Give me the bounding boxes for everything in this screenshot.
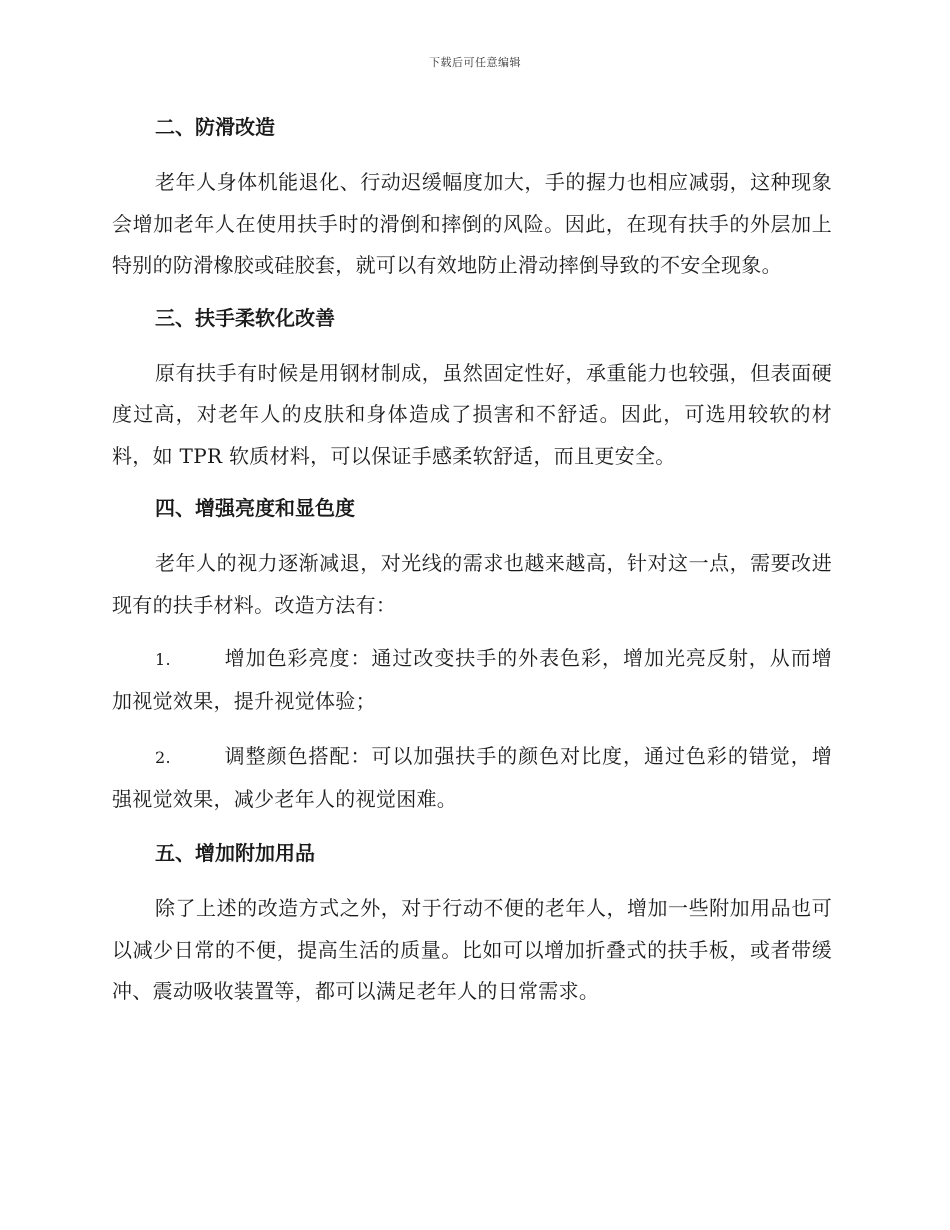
section-paragraph: 老年人身体机能退化、行动迟缓幅度加大，手的握力也相应减弱，这种现象会增加老年人在使用扶手时的滑倒和摔倒的风险。因此，在现有扶手的外层加上特别的防滑橡胶或硅胶套，就可以有效地防止滑动摔倒导致的不安全现象。 bbox=[112, 170, 832, 277]
list-number: 1. bbox=[155, 650, 171, 669]
list-text: 调整颜色搭配：可以加强扶手的颜色对比度，通过色彩的错觉，增强视觉效果，减少老年人的视觉困难。 bbox=[112, 744, 832, 811]
list-item bbox=[112, 736, 832, 820]
section-heading: 四、增强亮度和显色度 bbox=[155, 496, 355, 520]
list-item bbox=[112, 638, 832, 722]
section-anti-slip bbox=[112, 108, 832, 287]
document-body bbox=[112, 108, 832, 1025]
section-paragraph: 老年人的视力逐渐减退，对光线的需求也越来越高，针对这一点，需要改进现有的扶手材料。改造方法有： bbox=[112, 551, 832, 617]
list-text: 增加色彩亮度：通过改变扶手的外表色彩，增加光亮反射，从而增加视觉效果，提升视觉体验； bbox=[112, 646, 832, 713]
section-heading: 五、增加附加用品 bbox=[155, 841, 315, 865]
section-heading: 三、扶手柔软化改善 bbox=[155, 305, 335, 330]
section-paragraph: 除了上述的改造方式之外，对于行动不便的老年人，增加一些附加用品也可以减少日常的不便，提高生活的质量。比如可以增加折叠式的扶手板，或者带缓冲、震动吸收装置等，都可以满足老年人的日常需求。 bbox=[112, 896, 832, 1003]
section-paragraph: 原有扶手有时候是用钢材制成，虽然固定性好，承重能力也较强，但表面硬度过高，对老年人的皮肤和身体造成了损害和不舒适。因此，可选用较软的材料，如 TPR 软质材料，可以保证手感柔软舒适，而且更安全。 bbox=[112, 360, 832, 468]
section-accessories bbox=[112, 834, 832, 1013]
section-soft-handrail bbox=[112, 299, 832, 478]
section-brightness bbox=[112, 489, 832, 820]
list-number: 2. bbox=[155, 748, 171, 767]
section-heading: 二、防滑改造 bbox=[155, 115, 275, 139]
page-header: 下载后可任意编辑 bbox=[429, 56, 521, 69]
